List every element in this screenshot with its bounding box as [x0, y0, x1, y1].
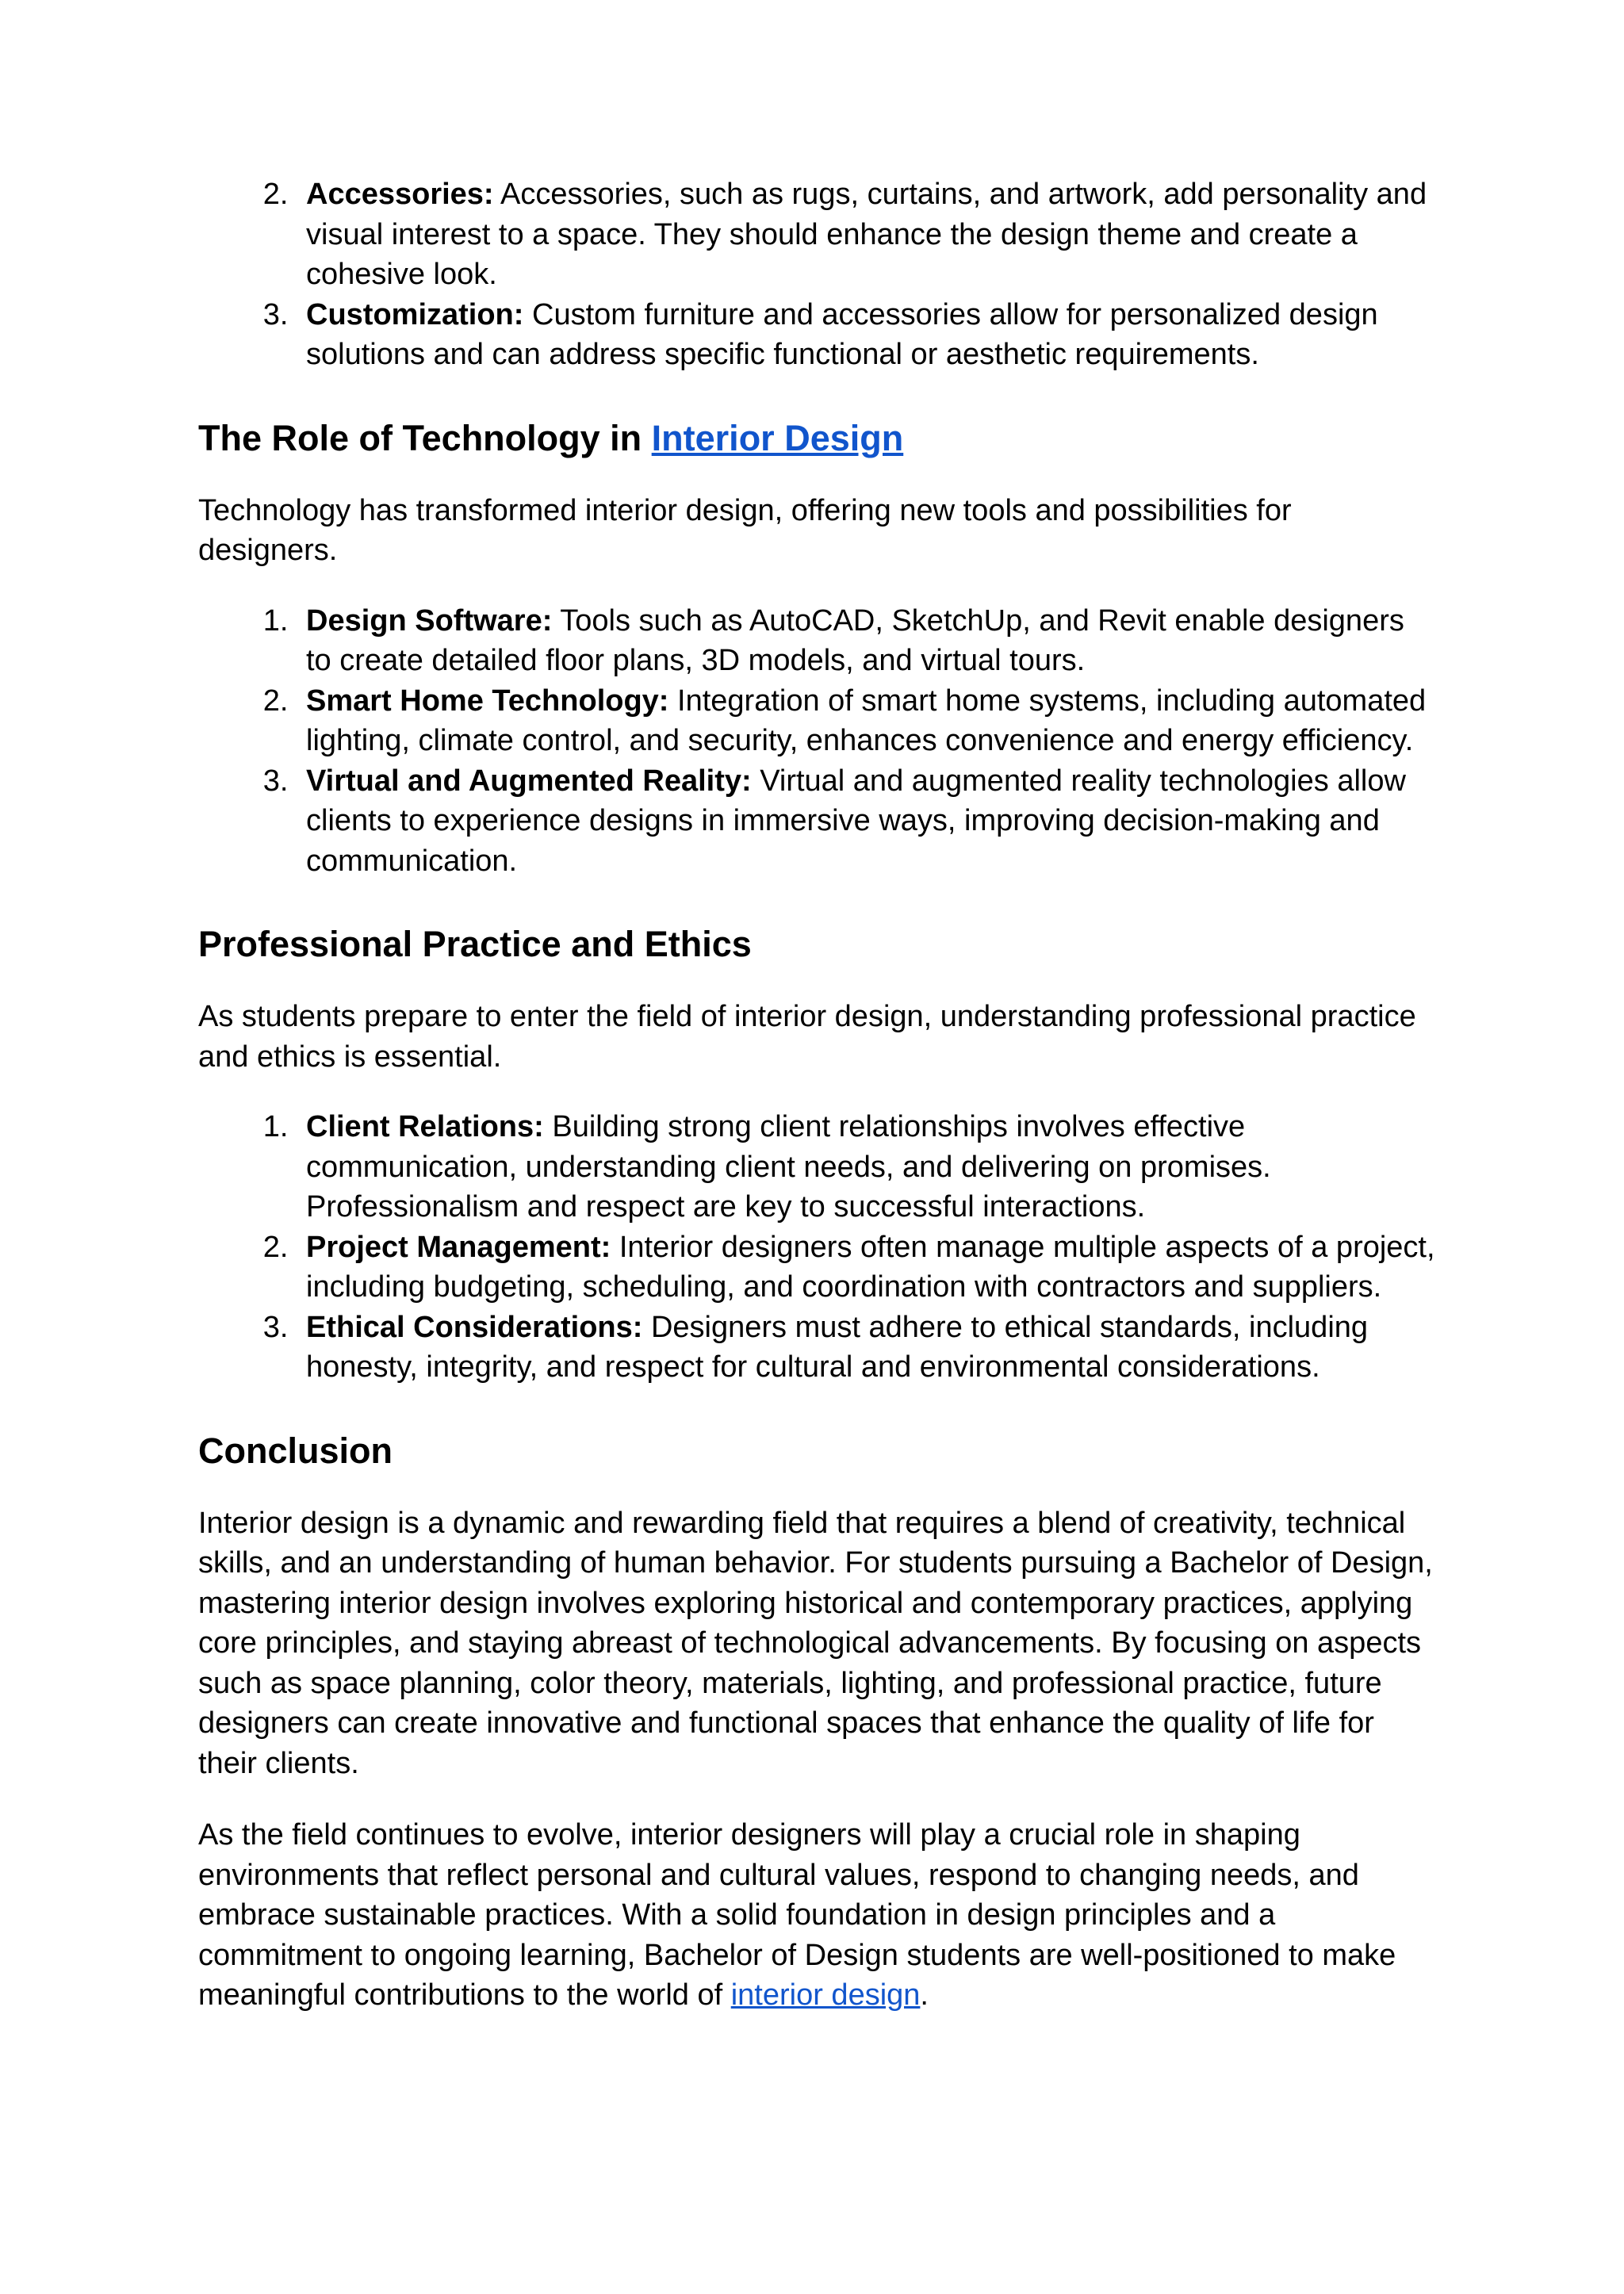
list-item-term: Virtual and Augmented Reality: — [306, 764, 752, 798]
list-item-term: Ethical Considerations: — [306, 1310, 643, 1344]
list-item — [297, 174, 1435, 295]
list-item — [297, 295, 1435, 375]
ethics-intro: As students prepare to enter the field of interior design, understanding professional practice and ethics is essential. — [198, 1000, 1416, 1074]
technology-intro: Technology has transformed interior design, offering new tools and possibilities for designers. — [198, 493, 1292, 567]
ethics-heading: Professional Practice and Ethics — [198, 924, 752, 964]
list-item-text: Designers must adhere to ethical standards, including honesty, integrity, and respect for cultural and environmental considerations. — [306, 1310, 1369, 1384]
list-item-term: Accessories: — [306, 178, 494, 211]
list-item-term: Smart Home Technology: — [306, 684, 669, 718]
list-item-text: Building strong client relationships involves effective communication, understanding client needs, and delivering on promises. Professionalism and respect are key to successful interactions. — [306, 1110, 1271, 1224]
list-item-text: Accessories, such as rugs, curtains, and artwork, add personality and visual interest to a space. They should enhance the design theme and create a cohesive look. — [306, 178, 1427, 291]
accessories-list — [198, 174, 1435, 375]
list-item — [297, 761, 1435, 882]
list-item — [297, 1308, 1435, 1388]
interior-design-link[interactable]: interior design — [730, 1978, 921, 2012]
list-item-text: Integration of smart home systems, including automated lighting, climate control, and security, enhances convenience and energy efficiency. — [306, 684, 1427, 757]
list-item-text: Tools such as AutoCAD, SketchUp, and Revit enable designers to create detailed floor plans, 3D models, and virtual tours. — [306, 603, 1404, 677]
list-item — [297, 601, 1435, 681]
document-page — [198, 174, 1435, 2016]
list-item — [297, 1227, 1435, 1308]
conclusion-paragraph-1: Interior design is a dynamic and rewarding field that requires a blend of creativity, technical skills, and an understanding of human behavior. For students pursuing a Bachelor of Design, mastering interior design involves exploring historical and contemporary practices, applying core principles, and staying abreast of technological advancements. By focusing on aspects such as space planning, color theory, materials, lighting, and professional practice, future designers can create innovative and functional spaces that enhance the quality of life for their clients. — [198, 1506, 1433, 1780]
list-item — [297, 681, 1435, 761]
list-item-term: Design Software: — [306, 603, 553, 638]
technology-heading: The Role of Technology in Interior Design — [198, 417, 904, 458]
list-item-text: Custom furniture and accessories allow for personalized design solutions and can address specific functional or aesthetic requirements. — [306, 297, 1378, 371]
ethics-list — [198, 1107, 1435, 1388]
conclusion-paragraph-2: As the field continues to evolve, interior designers will play a crucial role in shaping environments that reflect personal and cultural values, respond to changing needs, and embrace sustainable practices. With a solid foundation in design principles and a commitment to ongoing learning, Bachelor of Design students are well-positioned to make meaningful contributions to the world of interior design. — [198, 1818, 1396, 2012]
list-item-term: Client Relations: — [306, 1110, 544, 1143]
list-item — [297, 1107, 1435, 1227]
technology-list — [198, 601, 1435, 882]
list-item-term: Project Management: — [306, 1230, 611, 1264]
list-item-term: Customization: — [306, 297, 524, 331]
interior-design-heading-link[interactable]: Interior Design — [651, 417, 904, 458]
list-item-text: Virtual and augmented reality technologies allow clients to experience designs in immersive ways, improving decision-making and communication. — [306, 764, 1406, 878]
list-item-text: Interior designers often manage multiple aspects of a project, including budgeting, scheduling, and coordination with contractors and suppliers. — [306, 1230, 1435, 1304]
conclusion-heading: Conclusion — [198, 1430, 393, 1471]
